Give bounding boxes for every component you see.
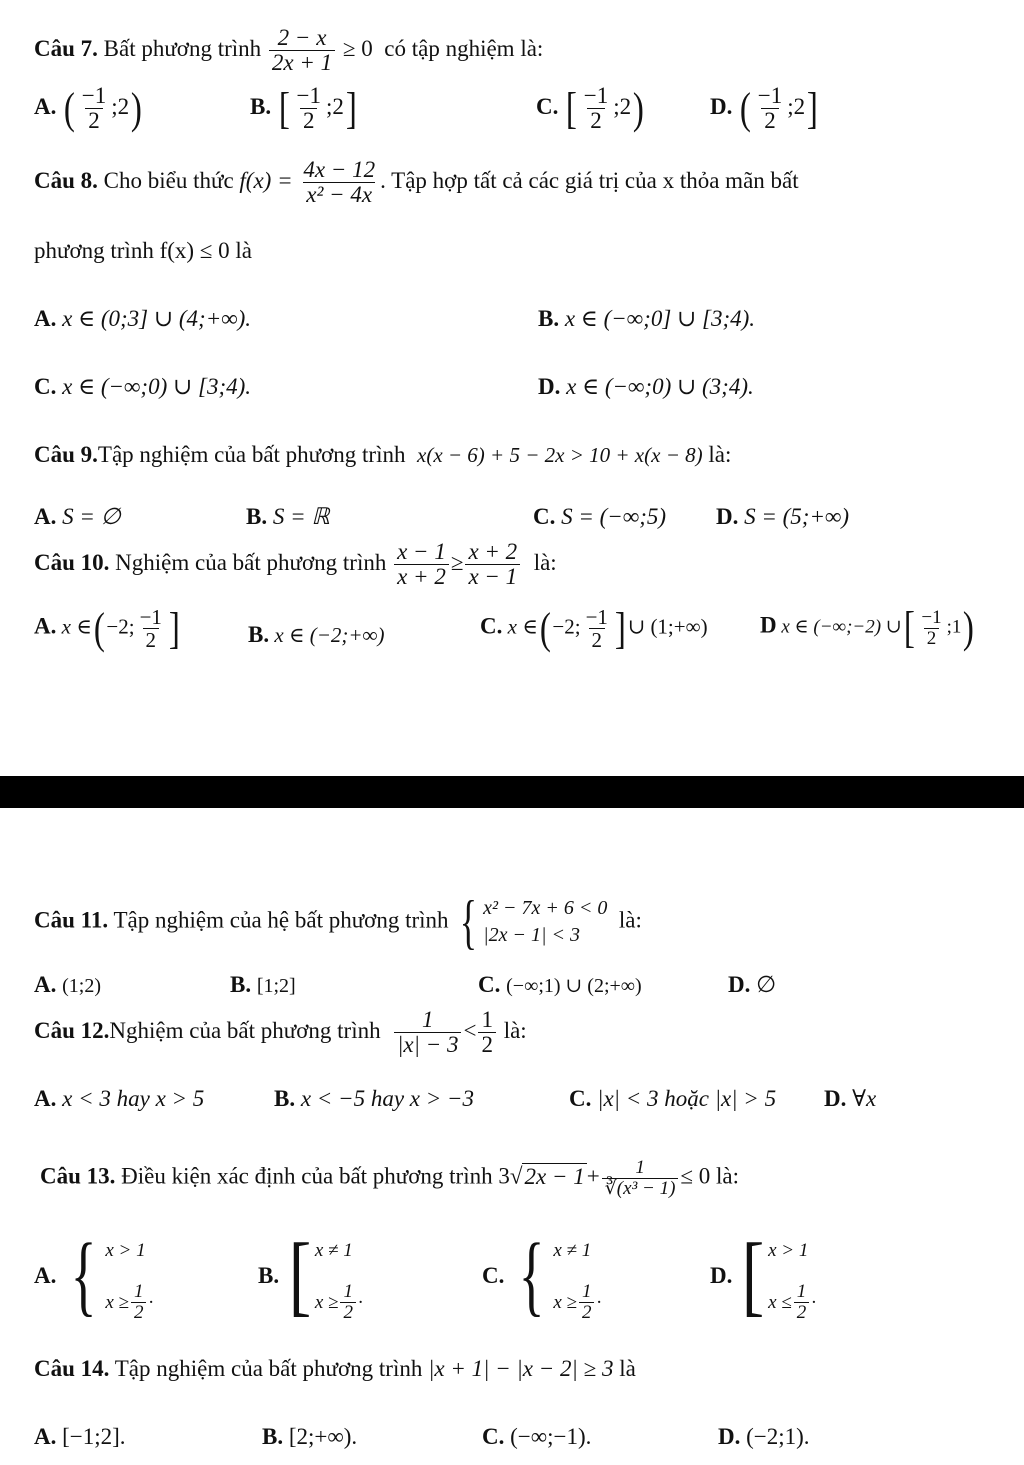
- q10-a-frac: [137, 606, 165, 651]
- q12-c-text: |x| < 3 hoặc |x| > 5: [597, 1086, 777, 1111]
- q10-d2: x − 1: [465, 564, 520, 589]
- q7-a-lb: (: [63, 83, 75, 133]
- q13-d-r2pre: x ≤: [768, 1291, 792, 1313]
- q7-a-rb: ): [130, 83, 142, 133]
- q10-a-lb: (: [93, 603, 105, 653]
- q11-option-b[interactable]: [230, 972, 296, 998]
- q11-option-a[interactable]: [34, 972, 101, 998]
- q13-option-b[interactable]: [258, 1224, 363, 1328]
- q10-d-den: 2: [924, 628, 940, 649]
- q9-d-text: S = (5;+∞): [744, 504, 850, 529]
- q9-option-d[interactable]: [716, 504, 849, 530]
- q12-frac1: [394, 1008, 461, 1057]
- q10-a-label: A.: [34, 613, 57, 639]
- q13-b-r2: x ≥ $\frac{1}{2}$ ·: [314, 1280, 363, 1323]
- q9-expr: x(x − 6) + 5 − 2x > 10 + x(x − 8): [417, 443, 703, 467]
- q13-c-system: [553, 1224, 601, 1328]
- q11-label: Câu 11.: [34, 907, 109, 933]
- q14-a-text: [−1;2].: [62, 1424, 126, 1449]
- q12-option-d[interactable]: [824, 1086, 876, 1112]
- q10-c-num: −1: [585, 605, 608, 629]
- q7-b-frac: [294, 84, 324, 133]
- q8-c-text: x ∈ (−∞;0) ∪ [3;4).: [62, 374, 252, 399]
- q8-b-text: x ∈ (−∞;0] ∪ [3;4).: [564, 306, 756, 331]
- q13-a-label: A.: [34, 1263, 57, 1288]
- q9-c-text: S = (−∞;5): [561, 504, 667, 529]
- q10-d-rest: ;1: [946, 616, 962, 638]
- q9-option-a[interactable]: [34, 504, 121, 530]
- q10-b-label: B.: [248, 622, 270, 647]
- q11-d-text: ∅: [756, 972, 777, 997]
- q13-c-r2pre: x ≥: [553, 1291, 577, 1313]
- q7-num: 2 − x: [277, 25, 327, 50]
- q13-text: Điều kiện xác định của bất phương trình: [121, 1163, 493, 1189]
- q14-option-c[interactable]: [482, 1424, 591, 1450]
- q7-c-den: 2: [587, 108, 605, 133]
- q13-d-r1: x > 1: [768, 1239, 809, 1261]
- q12-stem: [34, 1008, 527, 1057]
- q9-c-label: C.: [533, 504, 556, 529]
- q12-d-text: ∀x: [852, 1086, 877, 1111]
- q10-a-den: 2: [143, 628, 160, 651]
- q8-option-a[interactable]: [34, 306, 251, 332]
- q10-tail: là:: [533, 549, 557, 575]
- q12-c-label: C.: [569, 1086, 592, 1111]
- q7-option-a[interactable]: [34, 84, 144, 133]
- q7-a-rest: ;2: [111, 93, 130, 119]
- q11-a-text: (1;2): [62, 975, 102, 997]
- q10-frac1: [394, 540, 449, 589]
- q8-d-label: D.: [538, 374, 561, 399]
- q9-text: Tập nghiệm của bất phương trình: [97, 442, 406, 467]
- q10-d-label: D: [760, 612, 777, 638]
- q13-sqrt-sign: 3√: [498, 1163, 523, 1189]
- q13-label: Câu 13.: [40, 1163, 116, 1189]
- q7-a-num: −1: [81, 83, 107, 108]
- q11-c-text: (−∞;1) ∪ (2;+∞): [506, 975, 642, 997]
- q13-a-r2den: 2: [131, 1302, 147, 1323]
- q13-plus: +: [586, 1163, 600, 1189]
- q12-b-text: x < −5 hay x > −3: [300, 1086, 475, 1111]
- q11-tail: là:: [618, 907, 642, 933]
- q8-option-c[interactable]: [34, 374, 251, 400]
- q7-b-rest: ;2: [325, 93, 344, 119]
- q7-d-rb: ]: [806, 83, 818, 133]
- q13-d-r2den: 2: [794, 1302, 810, 1323]
- q7-rel: ≥ 0: [342, 35, 373, 61]
- q10-stem: [34, 540, 557, 589]
- q10-c-den: 2: [589, 628, 606, 651]
- q10-c-lb: (: [539, 603, 551, 653]
- q13-b-r2pre: x ≥: [314, 1291, 339, 1313]
- q10-c-rb: ]: [614, 603, 626, 653]
- q13-d-r2: x ≤ $\frac{1}{2}$ ·: [768, 1280, 816, 1323]
- q8-option-d[interactable]: [538, 374, 754, 400]
- q13-b-r2num: 1: [343, 1280, 353, 1302]
- q12-label: Câu 12.: [34, 1017, 110, 1043]
- q8-text: Cho biểu thức: [103, 167, 234, 193]
- q7-den: 2x + 1: [269, 50, 335, 75]
- q8-fraction: [300, 158, 378, 207]
- q7-b-den: 2: [300, 108, 318, 133]
- q13-option-d[interactable]: [710, 1224, 816, 1328]
- q11-d-label: D.: [728, 972, 751, 997]
- q10-option-b[interactable]: [248, 622, 385, 648]
- q14-option-b[interactable]: [262, 1424, 357, 1450]
- q13-c-brace: {: [518, 1226, 545, 1325]
- q8-stem: [34, 158, 799, 207]
- q7-d-rest: ;2: [787, 93, 806, 119]
- q13-b-r2den: 2: [340, 1302, 356, 1323]
- q13-d-r2frac: [794, 1282, 810, 1323]
- q10-a-num: −1: [139, 605, 162, 629]
- q7-c-frac: [581, 84, 611, 133]
- q7-d-num: −1: [757, 83, 783, 108]
- q11-a-label: A.: [34, 972, 57, 997]
- q13-b-label: B.: [258, 1263, 280, 1288]
- q10-d1: x + 2: [394, 564, 449, 589]
- q12-d2: 2: [478, 1032, 496, 1057]
- q10-d-lb: [: [903, 603, 915, 652]
- q11-row2: |2x − 1| < 3: [483, 924, 580, 946]
- q7-d-frac: [755, 84, 785, 133]
- q8-c-label: C.: [34, 374, 57, 399]
- q9-b-text: S = ℝ: [272, 504, 330, 529]
- q8-d-text: x ∈ (−∞;0) ∪ (3;4).: [566, 374, 754, 399]
- q12-text: Nghiệm của bất phương trình: [109, 1017, 381, 1043]
- q8-den: x² − 4x: [303, 182, 375, 207]
- q10-b-text: x ∈ (−2;+∞): [274, 623, 385, 647]
- q10-text: Nghiệm của bất phương trình: [115, 549, 387, 575]
- q12-d1: |x| − 3: [394, 1032, 461, 1057]
- q7-d-lb: (: [739, 83, 751, 133]
- q13-b-r2frac: [340, 1282, 356, 1323]
- q14-a-label: A.: [34, 1424, 57, 1449]
- q7-d-den: 2: [761, 108, 779, 133]
- q13-c-r2num: 1: [581, 1280, 592, 1302]
- q13-d-system: [768, 1224, 816, 1328]
- q7-d-label: D.: [710, 93, 733, 119]
- q11-brace: {: [460, 889, 478, 955]
- q13-frac: [602, 1158, 679, 1199]
- q9-label: Câu 9.: [34, 442, 98, 467]
- q12-d-label: D.: [824, 1086, 847, 1111]
- q13-num: 1: [635, 1157, 645, 1178]
- q10-c-post: ∪ (1;+∞): [627, 614, 708, 639]
- q14-expr: |x + 1| − |x − 2| ≥ 3: [428, 1356, 614, 1381]
- q12-option-a[interactable]: [34, 1086, 204, 1112]
- q10-a-mid: −2;: [106, 614, 135, 639]
- q8-tail: . Tập hợp tất cả các giá trị của x thỏa mãn bất: [380, 167, 799, 193]
- q8-label: Câu 8.: [34, 167, 98, 193]
- q13-c-r2frac: [579, 1282, 595, 1323]
- q13-tail: là:: [716, 1163, 740, 1189]
- q13-a-system: [105, 1224, 153, 1328]
- q7-fraction: [269, 26, 335, 75]
- q11-c-label: C.: [478, 972, 501, 997]
- q7-b-lb: [: [278, 83, 290, 133]
- q10-d-num: −1: [921, 606, 942, 628]
- q7-tail: có tập nghiệm là:: [384, 35, 544, 61]
- q10-a-rb: ]: [168, 603, 180, 653]
- q7-b-label: B.: [250, 93, 272, 119]
- q7-a-frac: [79, 84, 109, 133]
- q7-c-label: C.: [536, 93, 559, 119]
- q12-frac2: [478, 1008, 496, 1057]
- q11-option-c[interactable]: [478, 972, 642, 998]
- q10-option-c[interactable]: [480, 603, 708, 653]
- q10-n1: x − 1: [397, 539, 446, 564]
- q14-b-text: [2;+∞).: [288, 1424, 358, 1449]
- q8-f: f(x) =: [239, 167, 293, 193]
- q7-b-rb: ]: [345, 83, 357, 133]
- q7-a-label: A.: [34, 93, 57, 119]
- q13-c-r2den: 2: [579, 1302, 595, 1323]
- page-separator-bar: [0, 776, 1024, 808]
- q12-n1: 1: [422, 1007, 434, 1032]
- q10-label: Câu 10.: [34, 549, 110, 575]
- q8-num: 4x − 12: [303, 157, 376, 182]
- q7-option-d[interactable]: [710, 84, 820, 133]
- q13-a-r1: x > 1: [105, 1239, 146, 1261]
- q12-option-c[interactable]: [569, 1086, 776, 1112]
- q7-option-c[interactable]: [536, 84, 646, 133]
- q14-label: Câu 14.: [34, 1356, 110, 1381]
- q9-option-c[interactable]: [533, 504, 666, 530]
- q8-option-b[interactable]: [538, 306, 755, 332]
- q12-n2: 1: [481, 1007, 493, 1032]
- q10-d-frac: [918, 608, 944, 649]
- q9-stem: [34, 442, 731, 468]
- q10-d-pre: x ∈ (−∞;−2) ∪: [781, 616, 902, 638]
- q13-c-label: C.: [482, 1263, 505, 1288]
- q14-c-label: C.: [482, 1424, 505, 1449]
- q13-den: ∛(x³ − 1): [602, 1178, 679, 1199]
- q7-stem: [34, 26, 543, 75]
- q13-option-c[interactable]: [482, 1224, 601, 1328]
- q13-d-bracket: [: [741, 1226, 765, 1325]
- q14-b-label: B.: [262, 1424, 284, 1449]
- q11-stem: [34, 889, 642, 955]
- q13-c-r2: x ≥ $\frac{1}{2}$ ·: [553, 1280, 602, 1323]
- q10-option-d[interactable]: [760, 603, 976, 652]
- q13-a-brace: {: [70, 1226, 97, 1325]
- q11-b-text: [1;2]: [256, 975, 296, 997]
- q13-b-bracket: [: [288, 1226, 312, 1325]
- q7-a-den: 2: [85, 108, 103, 133]
- q13-b-r1: x ≠ 1: [314, 1239, 353, 1261]
- q13-a-r2pre: x ≥: [105, 1291, 129, 1313]
- q14-stem: [34, 1356, 636, 1382]
- q14-tail: là: [619, 1356, 636, 1381]
- q9-d-label: D.: [716, 504, 739, 529]
- q10-c-label: C.: [480, 613, 503, 639]
- q7-label: Câu 7.: [34, 35, 98, 61]
- q7-c-rest: ;2: [613, 93, 632, 119]
- q12-a-text: x < 3 hay x > 5: [62, 1086, 205, 1111]
- q11-row1: x² − 7x + 6 < 0: [483, 897, 608, 919]
- q7-b-num: −1: [296, 83, 321, 108]
- q14-text: Tập nghiệm của bất phương trình: [114, 1356, 423, 1381]
- q11-text: Tập nghiệm của hệ bất phương trình: [113, 907, 449, 933]
- q11-system: [483, 895, 607, 949]
- q9-a-text: S = ∅: [62, 504, 121, 529]
- q7-c-num: −1: [583, 83, 609, 108]
- q10-option-a[interactable]: [34, 603, 182, 653]
- q13-a-r2frac: [131, 1282, 147, 1323]
- q10-rel: ≥: [450, 549, 464, 575]
- q9-tail: là:: [708, 442, 732, 467]
- q13-d-r2num: 1: [796, 1280, 807, 1302]
- q12-a-label: A.: [34, 1086, 57, 1111]
- q10-d-rb: ): [963, 603, 975, 652]
- q9-option-b[interactable]: [246, 504, 330, 530]
- q14-option-d[interactable]: [718, 1424, 810, 1450]
- q14-option-a[interactable]: [34, 1424, 126, 1450]
- q7-text: Bất phương trình: [103, 35, 262, 61]
- q10-n2: x + 2: [468, 539, 518, 564]
- q13-stem: [40, 1158, 739, 1199]
- q13-d-label: D.: [710, 1263, 733, 1288]
- q13-option-a[interactable]: [34, 1224, 153, 1328]
- q12-b-label: B.: [274, 1086, 296, 1111]
- q11-b-label: B.: [230, 972, 252, 997]
- q14-c-text: (−∞;−1).: [510, 1424, 592, 1449]
- q8-line2: phương trình f(x) ≤ 0 là: [34, 238, 253, 263]
- q13-c-r1: x ≠ 1: [553, 1239, 592, 1261]
- q11-option-d[interactable]: [728, 972, 776, 998]
- q13-b-system: [315, 1224, 363, 1328]
- q7-c-rb: ): [632, 83, 644, 133]
- q10-c-pre: x ∈: [507, 614, 538, 639]
- q12-tail: là:: [503, 1017, 527, 1043]
- q13-a-r2num: 1: [133, 1280, 144, 1302]
- q10-c-mid: −2;: [552, 614, 581, 639]
- q9-a-label: A.: [34, 504, 57, 529]
- q14-d-text: (−2;1).: [746, 1424, 810, 1449]
- q10-a-pre: x ∈: [61, 614, 92, 639]
- q10-c-frac: [583, 606, 611, 651]
- q7-c-lb: [: [565, 83, 577, 133]
- q7-option-b[interactable]: [250, 84, 359, 133]
- q13-a-r2: x ≥ $\frac{1}{2}$ ·: [105, 1280, 154, 1323]
- q13-rel: ≤ 0: [680, 1163, 711, 1189]
- q8-b-label: B.: [538, 306, 560, 331]
- q9-b-label: B.: [246, 504, 268, 529]
- q8-a-label: A.: [34, 306, 57, 331]
- q8-a-text: x ∈ (0;3] ∪ (4;+∞).: [62, 306, 252, 331]
- q14-d-label: D.: [718, 1424, 741, 1449]
- q12-rel: <: [463, 1017, 477, 1043]
- q13-sqrt-content: 2x − 1: [524, 1163, 585, 1189]
- q12-option-b[interactable]: [274, 1086, 474, 1112]
- q10-frac2: [465, 540, 520, 589]
